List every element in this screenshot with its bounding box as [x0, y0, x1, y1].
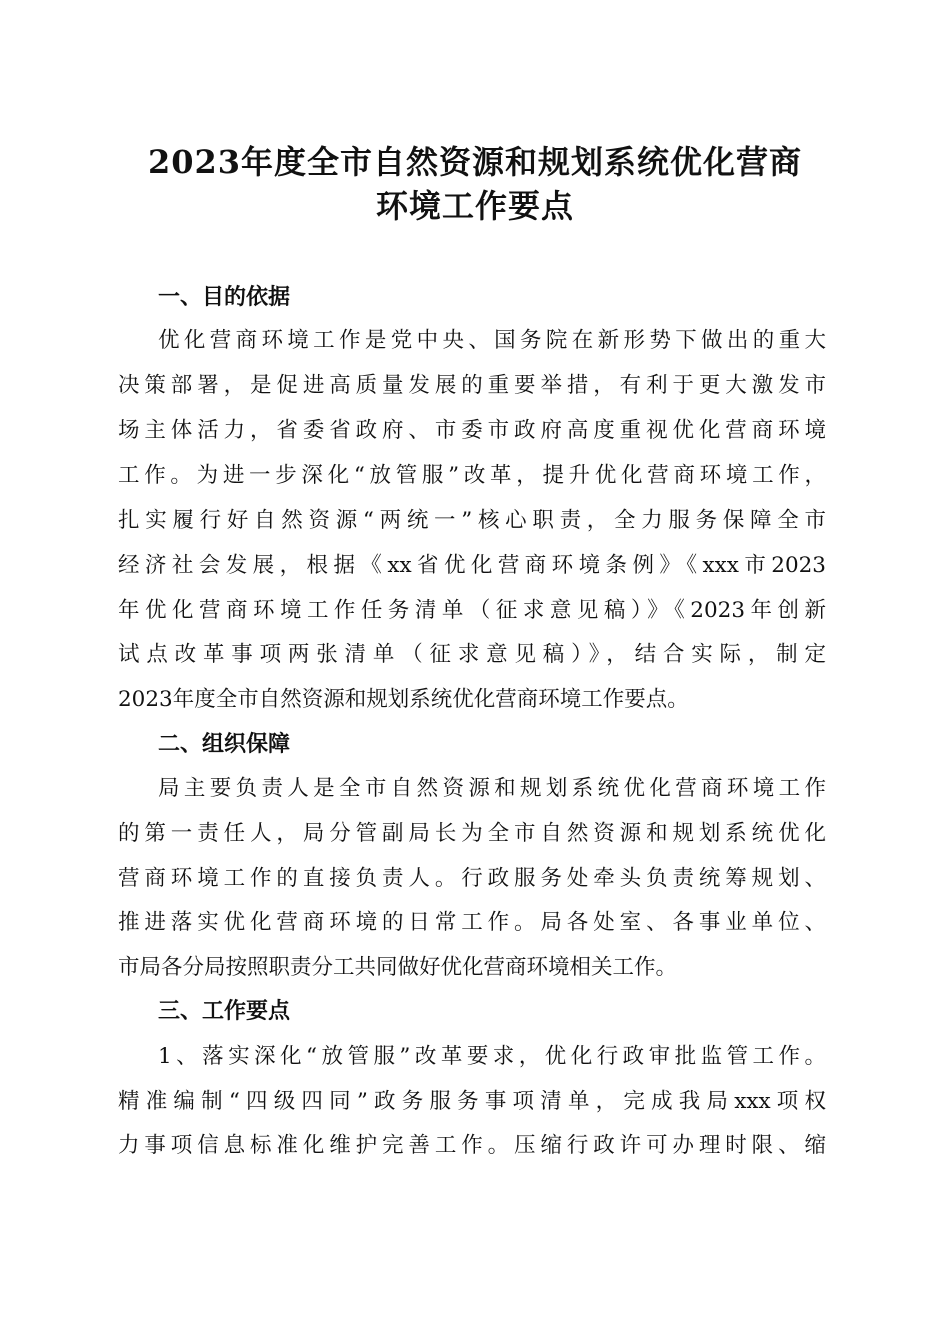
paragraph-line: 推进落实优化营商环境的日常工作。局各处室、各事业单位、: [118, 910, 826, 935]
paragraph-line: 工作。为进一步深化“放管服”改革，提升优化营商环境工作，: [118, 463, 826, 488]
paragraph-line: 营商环境工作的直接负责人。行政服务处牵头负责统筹规划、: [118, 866, 826, 891]
paragraph-line: 精准编制“四级四同”政务服务事项清单，完成我局xxx项权: [118, 1089, 826, 1114]
section-heading-organization: 二、组织保障: [158, 732, 291, 757]
section-heading-key-points: 三、工作要点: [158, 999, 291, 1024]
paragraph-line: 扎实履行好自然资源“两统一”核心职责，全力服务保障全市: [118, 508, 826, 533]
paragraph-line: 场主体活力，省委省政府、市委市政府高度重视优化营商环境: [118, 418, 826, 443]
paragraph-line: 试点改革事项两张清单（征求意见稿）》，结合实际，制定: [118, 642, 826, 667]
paragraph-line: 的第一责任人，局分管副局长为全市自然资源和规划系统优化: [118, 821, 826, 846]
paragraph-line: 优化营商环境工作是党中央、国务院在新形势下做出的重大: [158, 328, 826, 353]
paragraph-line: 局主要负责人是全市自然资源和规划系统优化营商环境工作: [158, 776, 826, 801]
paragraph-line: 2023年度全市自然资源和规划系统优化营商环境工作要点。: [118, 687, 689, 712]
paragraph-line: 市局各分局按照职责分工共同做好优化营商环境相关工作。: [118, 955, 678, 980]
paragraph-line: 力事项信息标准化维护完善工作。压缩行政许可办理时限、缩: [118, 1133, 826, 1158]
document-title-line-1: 2023年度全市自然资源和规划系统优化营商: [147, 143, 803, 181]
paragraph-line: 年优化营商环境工作任务清单（征求意见稿）》《2023年创新: [118, 598, 826, 623]
document-title-line-2: 环境工作要点: [375, 187, 574, 225]
paragraph-line: 经济社会发展，根据《xx省优化营商环境条例》《xxx市2023: [118, 553, 826, 578]
paragraph-line: 决策部署，是促进高质量发展的重要举措，有利于更大激发市: [118, 373, 826, 398]
section-heading-purpose: 一、目的依据: [158, 285, 291, 310]
paragraph-line: 1、落实深化“放管服”改革要求，优化行政审批监管工作。: [158, 1044, 826, 1069]
